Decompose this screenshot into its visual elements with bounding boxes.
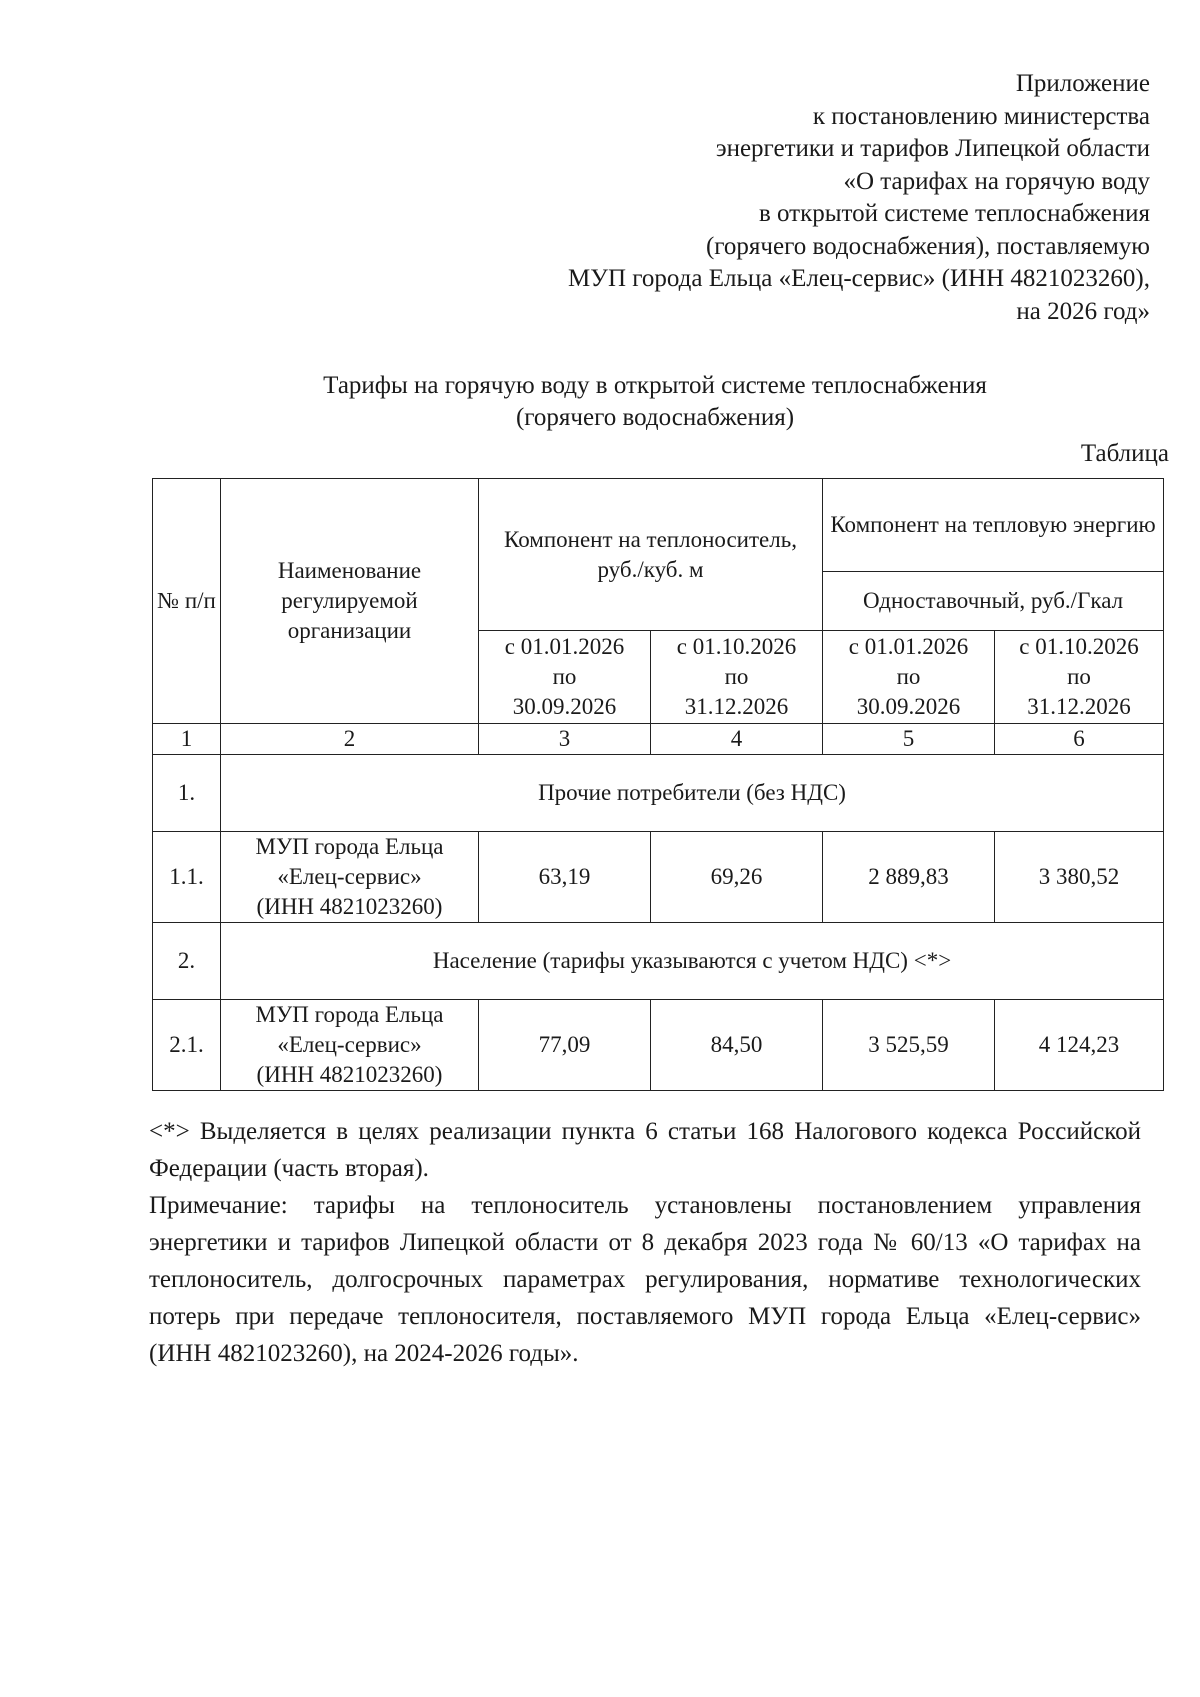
period-by: по bbox=[552, 664, 577, 689]
section-row bbox=[153, 755, 1164, 832]
value-cell: 3 525,59 bbox=[823, 1000, 995, 1091]
footnote: <*> Выделяется в целях реализации пункта 6 статьи 168 Налогового кодекса Российской Федерации (часть вторая). bbox=[149, 1118, 1141, 1182]
value-cell: 77,09 bbox=[479, 1000, 651, 1091]
row-num: 2.1. bbox=[153, 1000, 221, 1091]
remark: Примечание: тарифы на теплоноситель установлены постановлением управления энергетики и тарифов Липецкой области от 8 декабря 2023 года № 60/13 «О тарифах на теплоноситель, долгосрочных параметрах регулирования, нормативе технологических потерь при передаче теплоносителя, поставляемого МУП города Ельца «Елец-сервис» (ИНН 4821023260), на 2024-2026 годы». bbox=[149, 1192, 1141, 1367]
document-title bbox=[150, 370, 1160, 434]
table-label: Таблица bbox=[1080, 440, 1169, 467]
period-to: 30.09.2026 bbox=[512, 694, 617, 719]
section-row bbox=[153, 923, 1164, 1000]
column-number: 1 bbox=[153, 724, 221, 755]
appendix-line: (горячего водоснабжения), поставляемую bbox=[705, 232, 1150, 260]
header-period-2 bbox=[995, 631, 1164, 724]
tariff-table bbox=[152, 478, 1164, 1091]
appendix-line: МУП города Ельца «Елец-сервис» (ИНН 4821023260), bbox=[568, 265, 1150, 292]
org-line: «Елец-сервис» bbox=[277, 1032, 422, 1057]
section-title: Население (тарифы указываются с учетом НДС) <*> bbox=[221, 923, 1164, 1000]
value-cell: 4 124,23 bbox=[995, 1000, 1164, 1091]
period-by: по bbox=[896, 664, 921, 689]
section-num: 2. bbox=[153, 923, 221, 1000]
title-line-1: Тарифы на горячую воду в открытой системе теплоснабжения bbox=[323, 372, 987, 399]
value-cell: 63,19 bbox=[479, 832, 651, 923]
header-heat-sub: Одноставочный, руб./Гкал bbox=[823, 572, 1164, 631]
period-from: с 01.10.2026 bbox=[1019, 634, 1139, 659]
appendix-line: на 2026 год» bbox=[1016, 297, 1150, 325]
section-num: 1. bbox=[153, 755, 221, 832]
header-org: Наименование регулируемой организации bbox=[221, 479, 479, 724]
org-line: «Елец-сервис» bbox=[277, 864, 422, 889]
column-number-row bbox=[153, 724, 1164, 755]
appendix-line: в открытой системе теплоснабжения bbox=[758, 200, 1150, 227]
header-carrier: Компонент на теплоноситель, руб./куб. м bbox=[479, 479, 823, 631]
org-line: МУП города Ельца bbox=[255, 1002, 444, 1027]
notes bbox=[149, 1113, 1141, 1372]
section-title: Прочие потребители (без НДС) bbox=[221, 755, 1164, 832]
value-cell: 84,50 bbox=[651, 1000, 823, 1091]
column-number: 2 bbox=[221, 724, 479, 755]
table-row bbox=[153, 1000, 1164, 1091]
period-by: по bbox=[1067, 664, 1091, 689]
column-number: 6 bbox=[995, 724, 1164, 755]
column-number: 5 bbox=[823, 724, 995, 755]
value-cell: 69,26 bbox=[651, 832, 823, 923]
table-row bbox=[153, 832, 1164, 923]
org-line: МУП города Ельца bbox=[255, 834, 444, 859]
header-num: № п/п bbox=[153, 479, 221, 724]
appendix-line: Приложение bbox=[1015, 70, 1150, 97]
row-num: 1.1. bbox=[153, 832, 221, 923]
title-line-2: (горячего водоснабжения) bbox=[515, 404, 795, 431]
header-heat: Компонент на тепловую энергию bbox=[823, 479, 1164, 572]
appendix-line: к постановлению министерства bbox=[812, 102, 1150, 130]
header-period-2 bbox=[651, 631, 823, 724]
org-name bbox=[221, 832, 479, 923]
org-name bbox=[221, 1000, 479, 1091]
appendix-line: энергетики и тарифов Липецкой области bbox=[715, 135, 1150, 162]
value-cell: 2 889,83 bbox=[823, 832, 995, 923]
period-from: с 01.01.2026 bbox=[848, 634, 969, 659]
column-number: 3 bbox=[479, 724, 651, 755]
value-cell: 3 380,52 bbox=[995, 832, 1164, 923]
column-number: 4 bbox=[651, 724, 823, 755]
period-to: 31.12.2026 bbox=[684, 694, 789, 719]
period-by: по bbox=[724, 664, 749, 689]
period-to: 31.12.2026 bbox=[1027, 694, 1131, 719]
appendix-line: «О тарифах на горячую воду bbox=[843, 167, 1150, 195]
header-period-1 bbox=[479, 631, 651, 724]
header-period-1 bbox=[823, 631, 995, 724]
period-from: с 01.01.2026 bbox=[504, 634, 625, 659]
org-line: (ИНН 4821023260) bbox=[256, 1062, 443, 1087]
org-line: (ИНН 4821023260) bbox=[256, 894, 443, 919]
period-to: 30.09.2026 bbox=[856, 694, 961, 719]
period-from: с 01.10.2026 bbox=[676, 634, 797, 659]
appendix-header bbox=[568, 68, 1150, 328]
